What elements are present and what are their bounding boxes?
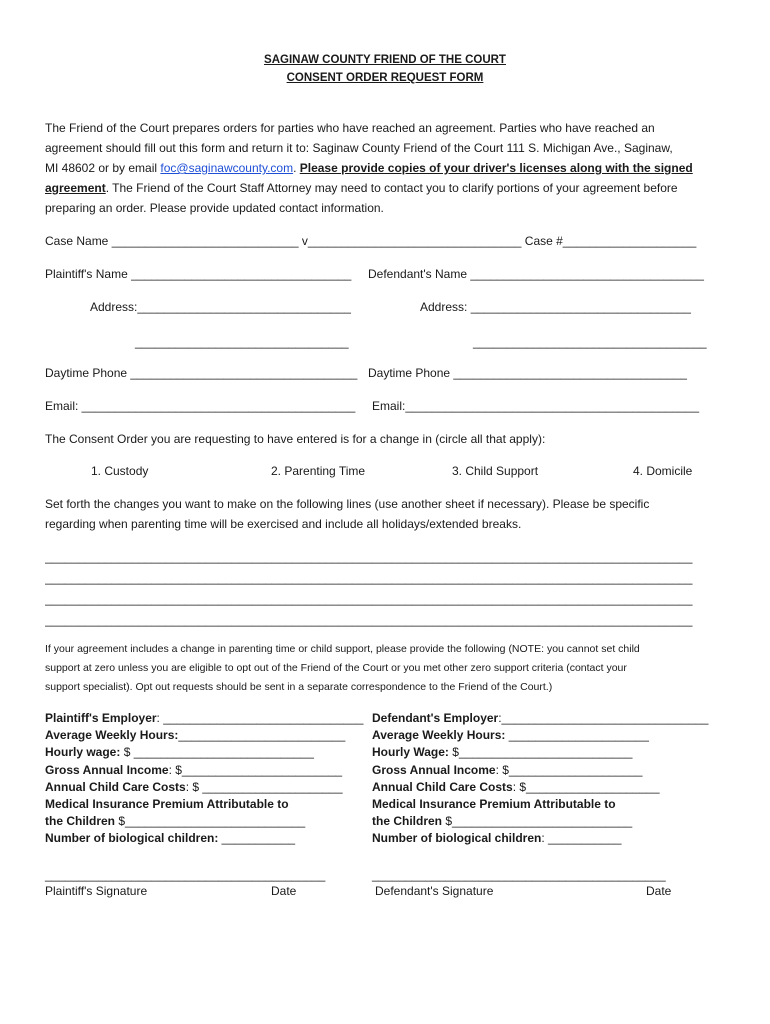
option-parenting-time[interactable]: 2. Parenting Time: [271, 464, 366, 478]
case-name-field[interactable]: Case Name ____________________________ v________________________________ Case #____________________: [45, 234, 697, 248]
option-custody[interactable]: 1. Custody: [91, 464, 149, 478]
plaintiff-children-blank[interactable]: ___________: [218, 831, 296, 845]
defendant-employer-label: Defendant's Employer: [372, 711, 499, 725]
plaintiff-address-field[interactable]: Address:________________________________: [90, 300, 351, 314]
change-prompt: The Consent Order you are requesting to have entered is for a change in (circle all that apply):: [45, 432, 546, 446]
plaintiff-email-field[interactable]: Email: _________________________________________: [45, 399, 356, 413]
changes-blank-line[interactable]: _________________________________________________________________________________________________: [45, 571, 693, 585]
defendant-hours-field[interactable]: [372, 728, 649, 742]
defendant-hours-blank[interactable]: _____________________: [505, 728, 649, 742]
defendant-income-blank[interactable]: : $____________________: [495, 763, 643, 777]
intro-line-2: agreement should fill out this form and return it to: Saginaw County Friend of the Court 111 S. Michigan Ave., Saginaw,: [45, 141, 673, 155]
intro-line-1: The Friend of the Court prepares orders for parties who have reached an agreement. Parties who have reached an: [45, 121, 655, 135]
support-note-line-3: support specialist). Opt out requests should be sent in a separate correspondence to the Friend of the Court.): [45, 681, 553, 693]
plaintiff-childcare-field[interactable]: [45, 780, 343, 794]
intro-line-4-rest: . The Friend of the Court Staff Attorney may need to contact you to clarify portions of your agreement before: [105, 181, 678, 195]
email-link[interactable]: foc@saginawcounty.com: [160, 161, 294, 175]
plaintiff-income-label: Gross Annual Income: [45, 763, 169, 777]
plaintiff-hours-field[interactable]: [45, 728, 345, 742]
plaintiff-wage-field[interactable]: [45, 745, 314, 759]
changes-instruction-line-1: Set forth the changes you want to make on the following lines (use another sheet if necessary). Please be specific: [45, 497, 650, 511]
defendant-name-field[interactable]: Defendant's Name ___________________________________: [368, 267, 704, 281]
agreement-bold: agreement: [45, 181, 106, 195]
defendant-email-field[interactable]: Email:____________________________________________: [372, 399, 699, 413]
defendant-wage-field[interactable]: [372, 745, 632, 759]
support-note-line-2: support at zero unless you are eligible to opt out of the Friend of the Court or you met other zero support criteria (contact your: [45, 662, 627, 674]
option-domicile[interactable]: 4. Domicile: [633, 464, 693, 478]
defendant-employer-field[interactable]: [372, 711, 708, 725]
defendant-wage-label: Hourly Wage:: [372, 745, 449, 759]
plaintiff-children-field[interactable]: [45, 831, 295, 845]
plaintiff-signature-line[interactable]: __________________________________________: [45, 868, 326, 882]
plaintiff-income-blank[interactable]: : $________________________: [168, 763, 343, 777]
form-title-line1: SAGINAW COUNTY FRIEND OF THE COURT: [264, 54, 506, 66]
changes-blank-line[interactable]: _________________________________________________________________________________________________: [45, 550, 693, 564]
plaintiff-wage-label: Hourly wage:: [45, 745, 121, 759]
defendant-medical-label: Medical Insurance Premium Attributable to: [372, 797, 616, 811]
form-title-line2: CONSENT ORDER REQUEST FORM: [286, 72, 484, 84]
defendant-signature-line[interactable]: ____________________________________________: [372, 868, 666, 882]
defendant-income-label: Gross Annual Income: [372, 763, 496, 777]
changes-instruction-line-2: regarding when parenting time will be exercised and include all holidays/extended breaks.: [45, 517, 522, 531]
defendant-childcare-label: Annual Child Care Costs: [372, 780, 513, 794]
changes-blank-line[interactable]: _________________________________________________________________________________________________: [45, 613, 693, 627]
defendant-childcare-field[interactable]: [372, 780, 660, 794]
plaintiff-medical-label: Medical Insurance Premium Attributable to: [45, 797, 289, 811]
defendant-employer-blank[interactable]: :_______________________________: [498, 711, 709, 725]
defendant-phone-field[interactable]: Daytime Phone ___________________________________: [368, 366, 687, 380]
defendant-wage-blank[interactable]: $__________________________: [448, 745, 633, 759]
defendant-children-field[interactable]: [372, 831, 621, 845]
defendant-medical-field[interactable]: [372, 814, 632, 828]
intro-line-3: [45, 161, 693, 175]
plaintiff-name-field[interactable]: Plaintiff's Name _________________________________: [45, 267, 352, 281]
plaintiff-medical-label-2: the Children: [45, 814, 119, 828]
intro-line-5: preparing an order. Please provide updated contact information.: [45, 201, 384, 215]
plaintiff-childcare-label: Annual Child Care Costs: [45, 780, 186, 794]
plaintiff-address-line-2[interactable]: ________________________________: [135, 335, 349, 349]
plaintiff-medical-field[interactable]: [45, 814, 305, 828]
plaintiff-wage-blank[interactable]: $ ___________________________: [120, 745, 314, 759]
defendant-income-field[interactable]: [372, 763, 642, 777]
defendant-signature-label: Defendant's Signature: [375, 884, 494, 898]
defendant-address-line-2[interactable]: ___________________________________: [473, 335, 707, 349]
drivers-license-notice: Please provide copies of your driver's licenses along with the signed: [299, 161, 693, 175]
plaintiff-hours-blank[interactable]: _________________________: [178, 728, 346, 742]
plaintiff-children-label: Number of biological children:: [45, 831, 219, 845]
option-child-support[interactable]: 3. Child Support: [452, 464, 539, 478]
defendant-date-label: Date: [646, 884, 672, 898]
plaintiff-signature-label: Plaintiff's Signature: [45, 884, 148, 898]
plaintiff-employer-field[interactable]: [45, 711, 363, 725]
intro-line-3-period: .: [293, 161, 300, 175]
defendant-address-field[interactable]: Address: _________________________________: [420, 300, 691, 314]
plaintiff-medical-blank[interactable]: $___________________________: [118, 814, 306, 828]
plaintiff-hours-label: Average Weekly Hours:: [45, 728, 179, 742]
defendant-medical-blank[interactable]: $___________________________: [445, 814, 633, 828]
intro-line-3-prefix: MI 48602 or by email: [45, 161, 161, 175]
intro-line-4: [45, 181, 678, 195]
plaintiff-income-field[interactable]: [45, 763, 342, 777]
changes-blank-line[interactable]: _________________________________________________________________________________________________: [45, 592, 693, 606]
defendant-children-blank[interactable]: : ___________: [541, 831, 622, 845]
plaintiff-date-label: Date: [271, 884, 297, 898]
plaintiff-childcare-blank[interactable]: : $ _____________________: [185, 780, 343, 794]
defendant-children-label: Number of biological children: [372, 831, 542, 845]
plaintiff-employer-label: Plaintiff's Employer: [45, 711, 157, 725]
support-note-line-1: If your agreement includes a change in parenting time or child support, please provide the following (NOTE: you cannot set child: [45, 643, 640, 655]
plaintiff-employer-blank[interactable]: : ______________________________: [156, 711, 364, 725]
plaintiff-phone-field[interactable]: Daytime Phone __________________________________: [45, 366, 358, 380]
defendant-hours-label: Average Weekly Hours:: [372, 728, 506, 742]
defendant-childcare-blank[interactable]: : $____________________: [512, 780, 660, 794]
defendant-medical-label-2: the Children: [372, 814, 446, 828]
